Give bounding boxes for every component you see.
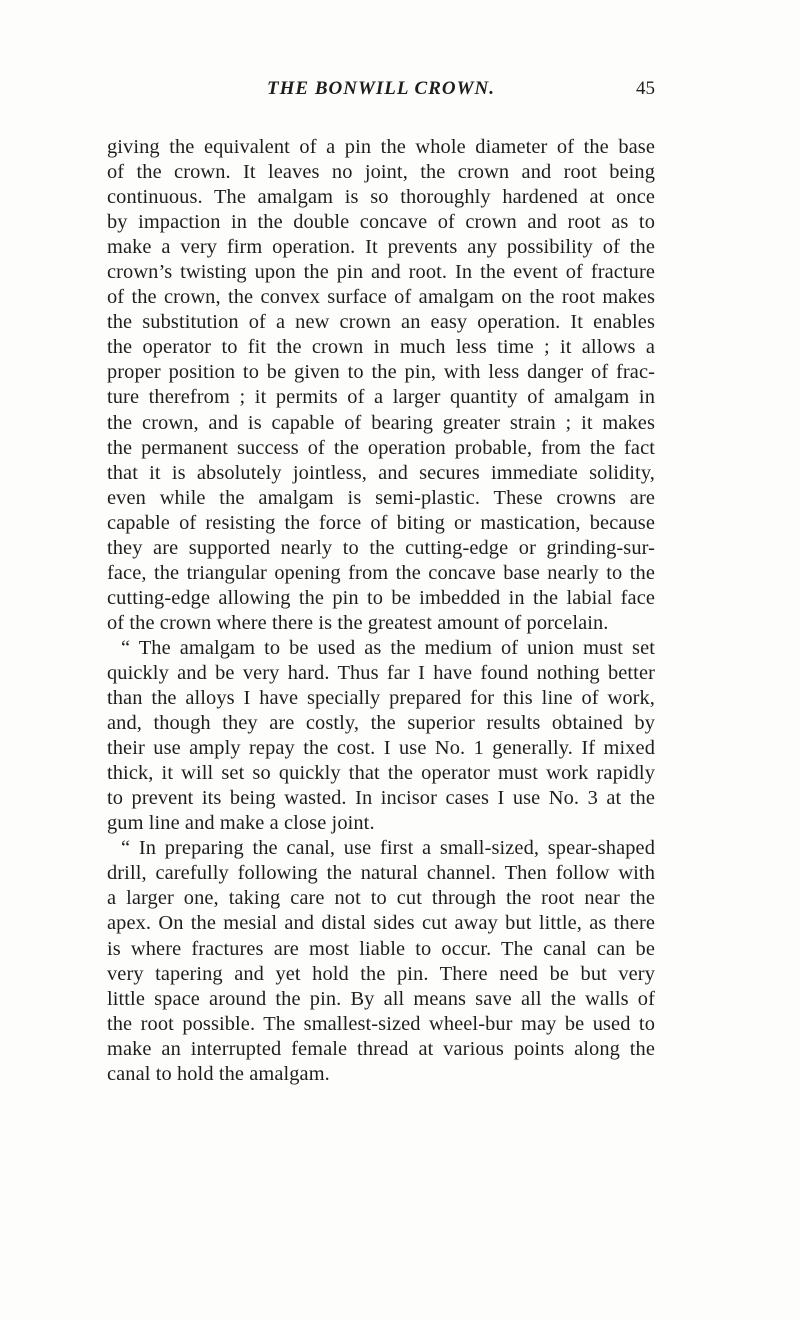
text-line: make a very firm operation. It prevents any possibility of the xyxy=(107,236,655,259)
page-number: 45 xyxy=(636,78,655,99)
paragraph-start-line: “ The amalgam to be used as the medium of union must set xyxy=(121,636,655,659)
paragraph-start-line: “ In preparing the canal, use first a small-sized, spear-shaped xyxy=(121,837,655,860)
text-line: by impaction in the double concave of crown and root as to xyxy=(107,211,655,234)
text-line: the crown, and is capable of bearing greater strain ; it makes xyxy=(107,411,655,434)
text-line: make an interrupted female thread at various points along the xyxy=(107,1037,655,1060)
text-line: face, the triangular opening from the concave base nearly to the xyxy=(107,561,655,584)
text-line: is where fractures are most liable to occur. The canal can be xyxy=(107,937,655,960)
text-line: they are supported nearly to the cutting-edge or grinding-sur- xyxy=(107,536,655,559)
body-text xyxy=(107,135,655,1087)
text-line: the root possible. The smallest-sized wheel-bur may be used to xyxy=(107,1012,655,1035)
text-line: gum line and make a close joint. xyxy=(107,812,375,835)
text-line: and, though they are costly, the superior results obtained by xyxy=(107,712,655,735)
running-head xyxy=(107,74,655,104)
text-line: crown’s twisting upon the pin and root. In the event of fracture xyxy=(107,261,655,284)
text-line: of the crown. It leaves no joint, the crown and root being xyxy=(107,161,655,184)
text-line: ture therefrom ; it permits of a larger quantity of amalgam in xyxy=(107,386,655,409)
text-line: the permanent success of the operation probable, from the fact xyxy=(107,436,655,459)
text-line: of the crown, the convex surface of amalgam on the root makes xyxy=(107,286,655,309)
text-line: a larger one, taking care not to cut through the root near the xyxy=(107,887,655,910)
text-line: quickly and be very hard. Thus far I have found nothing better xyxy=(107,661,655,684)
text-line: cutting-edge allowing the pin to be imbedded in the labial face xyxy=(107,586,655,609)
text-line: apex. On the mesial and distal sides cut away but little, as there xyxy=(107,912,655,935)
text-line: even while the amalgam is semi-plastic. These crowns are xyxy=(107,486,655,509)
running-head-title: THE BONWILL CROWN. xyxy=(267,78,495,99)
text-line: capable of resisting the force of biting or mastication, because xyxy=(107,511,655,534)
text-line: little space around the pin. By all means save all the walls of xyxy=(107,987,655,1010)
text-line: proper position to be given to the pin, with less danger of frac- xyxy=(107,361,655,384)
text-line: giving the equivalent of a pin the whole diameter of the base xyxy=(107,136,655,158)
text-line: the operator to fit the crown in much less time ; it allows a xyxy=(107,336,655,359)
text-line: very tapering and yet hold the pin. There need be but very xyxy=(107,962,655,985)
text-line: than the alloys I have specially prepared for this line of work, xyxy=(107,687,655,710)
text-line: the substitution of a new crown an easy operation. It enables xyxy=(107,311,655,334)
text-line: thick, it will set so quickly that the operator must work rapidly xyxy=(107,762,655,785)
text-line: that it is absolutely jointless, and secures immediate solidity, xyxy=(107,461,655,484)
text-line: of the crown where there is the greatest amount of porcelain. xyxy=(107,611,609,634)
text-line: drill, carefully following the natural channel. Then follow with xyxy=(107,862,655,885)
text-line: to prevent its being wasted. In incisor cases I use No. 3 at the xyxy=(107,787,655,810)
text-line: canal to hold the amalgam. xyxy=(107,1062,330,1085)
text-line: continuous. The amalgam is so thoroughly hardened at once xyxy=(107,186,655,209)
text-line: their use amply repay the cost. I use No. 1 generally. If mixed xyxy=(107,737,655,760)
